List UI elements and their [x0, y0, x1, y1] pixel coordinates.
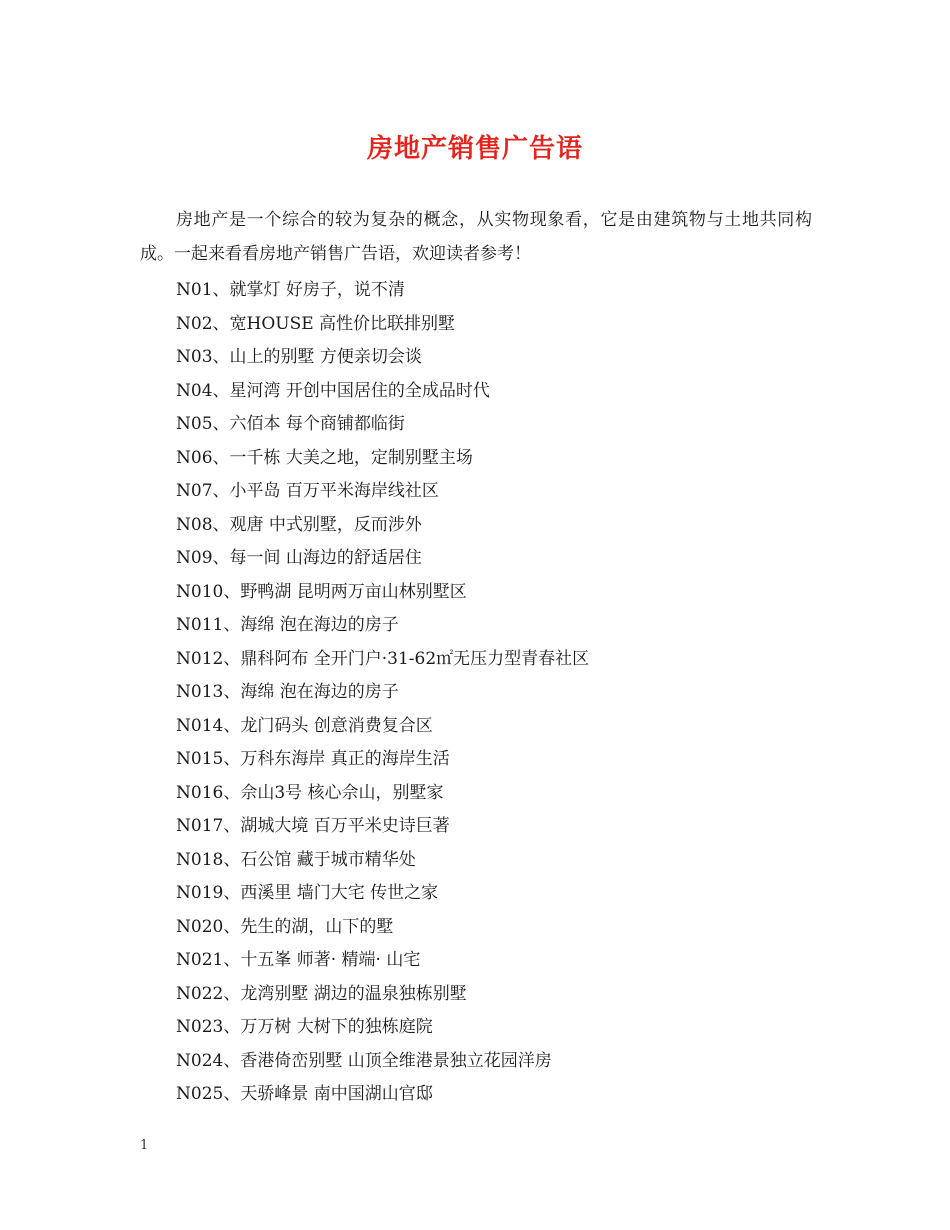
list-item: N03、山上的别墅 方便亲切会谈: [176, 347, 422, 367]
list-item: N019、西溪里 墙门大宅 传世之家: [176, 883, 439, 903]
slogan-list: [176, 274, 816, 1112]
page-number: 1: [140, 1138, 149, 1153]
list-item: N01、就掌灯 好房子，说不清: [176, 280, 405, 300]
list-item: N013、海绵 泡在海边的房子: [176, 682, 399, 702]
list-item: N05、六佰本 每个商铺都临街: [176, 414, 405, 434]
list-item: N018、石公馆 藏于城市精华处: [176, 849, 416, 870]
list-item: N04、星河湾 开创中国居住的全成品时代: [176, 380, 490, 401]
list-item: N025、天骄峰景 南中国湖山官邸: [176, 1084, 433, 1104]
intro-paragraph: 房地产是一个综合的较为复杂的概念，从实物现象看，它是由建筑物与土地共同构成。一起来看看房地产销售广告语，欢迎读者参考！: [140, 210, 812, 264]
list-item: N011、海绵 泡在海边的房子: [176, 615, 399, 635]
list-item: N015、万科东海岸 真正的海岸生活: [176, 749, 450, 769]
list-item: N012、鼎科阿布 全开门户·31-62㎡无压力型青春社区: [176, 648, 590, 669]
list-item: N016、佘山3号 核心佘山，别墅家: [176, 782, 444, 803]
list-item: N014、龙门码头 创意消费复合区: [176, 715, 433, 736]
list-item: N024、香港倚峦别墅 山顶全维港景独立花园洋房: [176, 1050, 552, 1071]
list-item: N010、野鸭湖 昆明两万亩山林别墅区: [176, 581, 467, 602]
list-item: N06、一千栋 大美之地，定制别墅主场: [176, 447, 473, 468]
list-item: N02、宽HOUSE 高性价比联排别墅: [176, 313, 456, 334]
list-item: N07、小平岛 百万平米海岸线社区: [176, 481, 439, 501]
document-title: 房地产销售广告语: [366, 134, 583, 164]
list-item: N017、湖城大境 百万平米史诗巨著: [176, 816, 450, 836]
list-item: N08、观唐 中式别墅，反而涉外: [176, 514, 422, 535]
list-item: N022、龙湾别墅 湖边的温泉独栋别墅: [176, 983, 467, 1004]
list-item: N021、十五峯 师著· 精端· 山宅: [176, 950, 421, 970]
list-item: N020、先生的湖，山下的墅: [176, 916, 394, 937]
list-item: N09、每一间 山海边的舒适居住: [176, 548, 422, 568]
list-item: N023、万万树 大树下的独栋庭院: [176, 1017, 433, 1037]
